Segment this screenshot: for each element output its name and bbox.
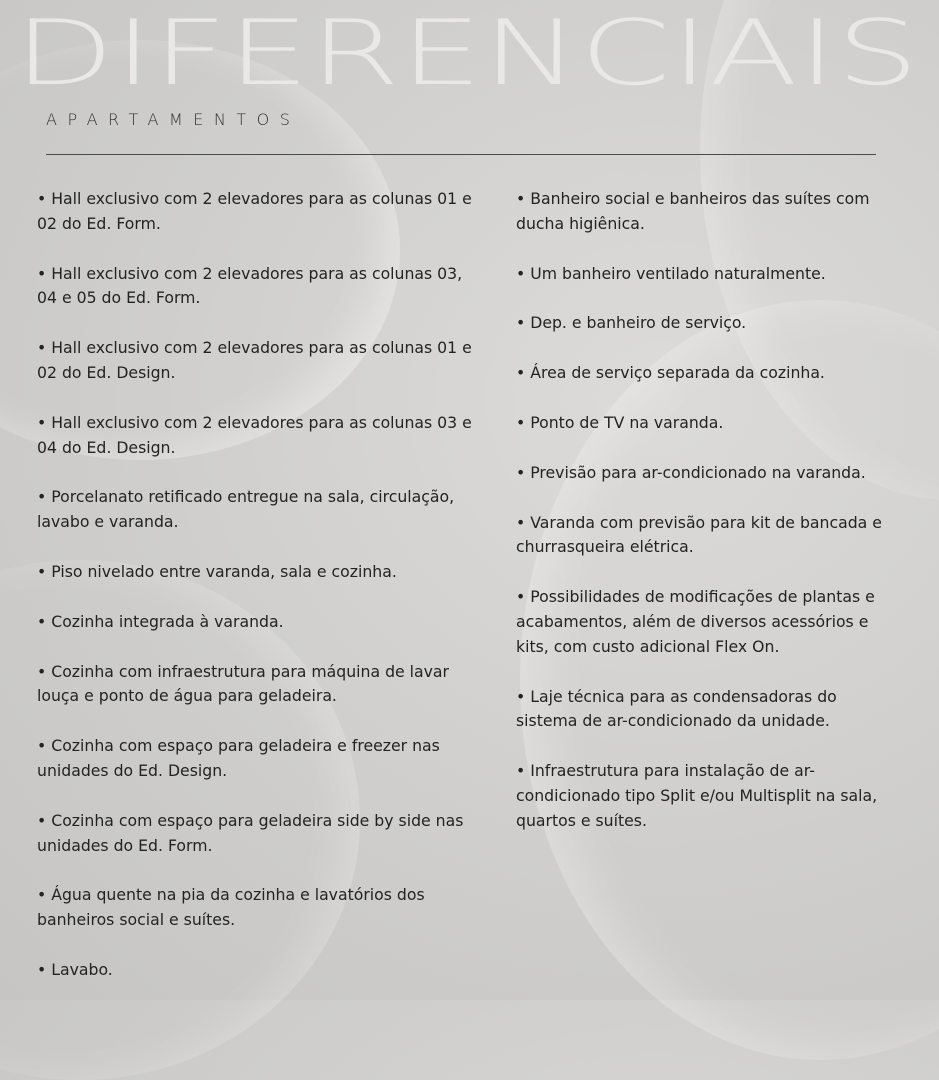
list-item: • Banheiro social e banheiros das suítes com ducha higiênica. bbox=[516, 189, 870, 233]
page-title bbox=[14, 10, 925, 98]
list-item: • Cozinha com espaço para geladeira side by side nas unidades do Ed. Form. bbox=[37, 810, 464, 855]
list-item: • Infraestrutura para instalação de ar-condicionado tipo Split e/ou Multisplit na sala, quartos e suítes. bbox=[516, 761, 878, 830]
list-item: • Cozinha com espaço para geladeira e freezer nas unidades do Ed. Design. bbox=[37, 736, 440, 780]
list-item: • Cozinha com infraestrutura para máquina de lavar louça e ponto de água para geladeira. bbox=[37, 661, 449, 706]
list-item: • Dep. e banheiro de serviço. bbox=[516, 313, 747, 333]
divider bbox=[46, 154, 876, 155]
list-item: • Lavabo. bbox=[37, 959, 113, 979]
features-list-right bbox=[516, 187, 888, 834]
features-list-left bbox=[37, 187, 477, 983]
list-item: • Um banheiro ventilado naturalmente. bbox=[516, 263, 826, 283]
list-item: • Água quente na pia da cozinha e lavatórios dos banheiros social e suítes. bbox=[37, 885, 425, 930]
list-item: • Piso nivelado entre varanda, sala e cozinha. bbox=[37, 561, 397, 581]
list-item: • Porcelanato retificado entregue na sala, circulação, lavabo e varanda. bbox=[37, 487, 455, 532]
list-item: • Hall exclusivo com 2 elevadores para as colunas 03, 04 e 05 do Ed. Form. bbox=[37, 263, 463, 308]
page-title-text: DIFERENCIAIS bbox=[14, 10, 919, 98]
list-item: • Possibilidades de modificações de plantas e acabamentos, além de diversos acessórios e kits, com custo adicional Flex On. bbox=[516, 587, 875, 656]
list-item: • Hall exclusivo com 2 elevadores para as colunas 01 e 02 do Ed. Form. bbox=[37, 189, 472, 233]
list-item: • Área de serviço separada da cozinha. bbox=[516, 363, 825, 383]
list-item: • Hall exclusivo com 2 elevadores para as colunas 01 e 02 do Ed. Design. bbox=[37, 338, 472, 382]
list-item: • Laje técnica para as condensadoras do sistema de ar-condicionado da unidade. bbox=[516, 686, 837, 731]
section-subtitle: APARTAMENTOS bbox=[46, 110, 301, 129]
list-item: • Hall exclusivo com 2 elevadores para as colunas 03 e 04 do Ed. Design. bbox=[37, 412, 472, 457]
list-item: • Cozinha integrada à varanda. bbox=[37, 611, 284, 631]
list-item: • Previsão para ar-condicionado na varanda. bbox=[516, 462, 866, 482]
list-item: • Ponto de TV na varanda. bbox=[516, 412, 724, 432]
list-item: • Varanda com previsão para kit de bancada e churrasqueira elétrica. bbox=[516, 512, 882, 557]
